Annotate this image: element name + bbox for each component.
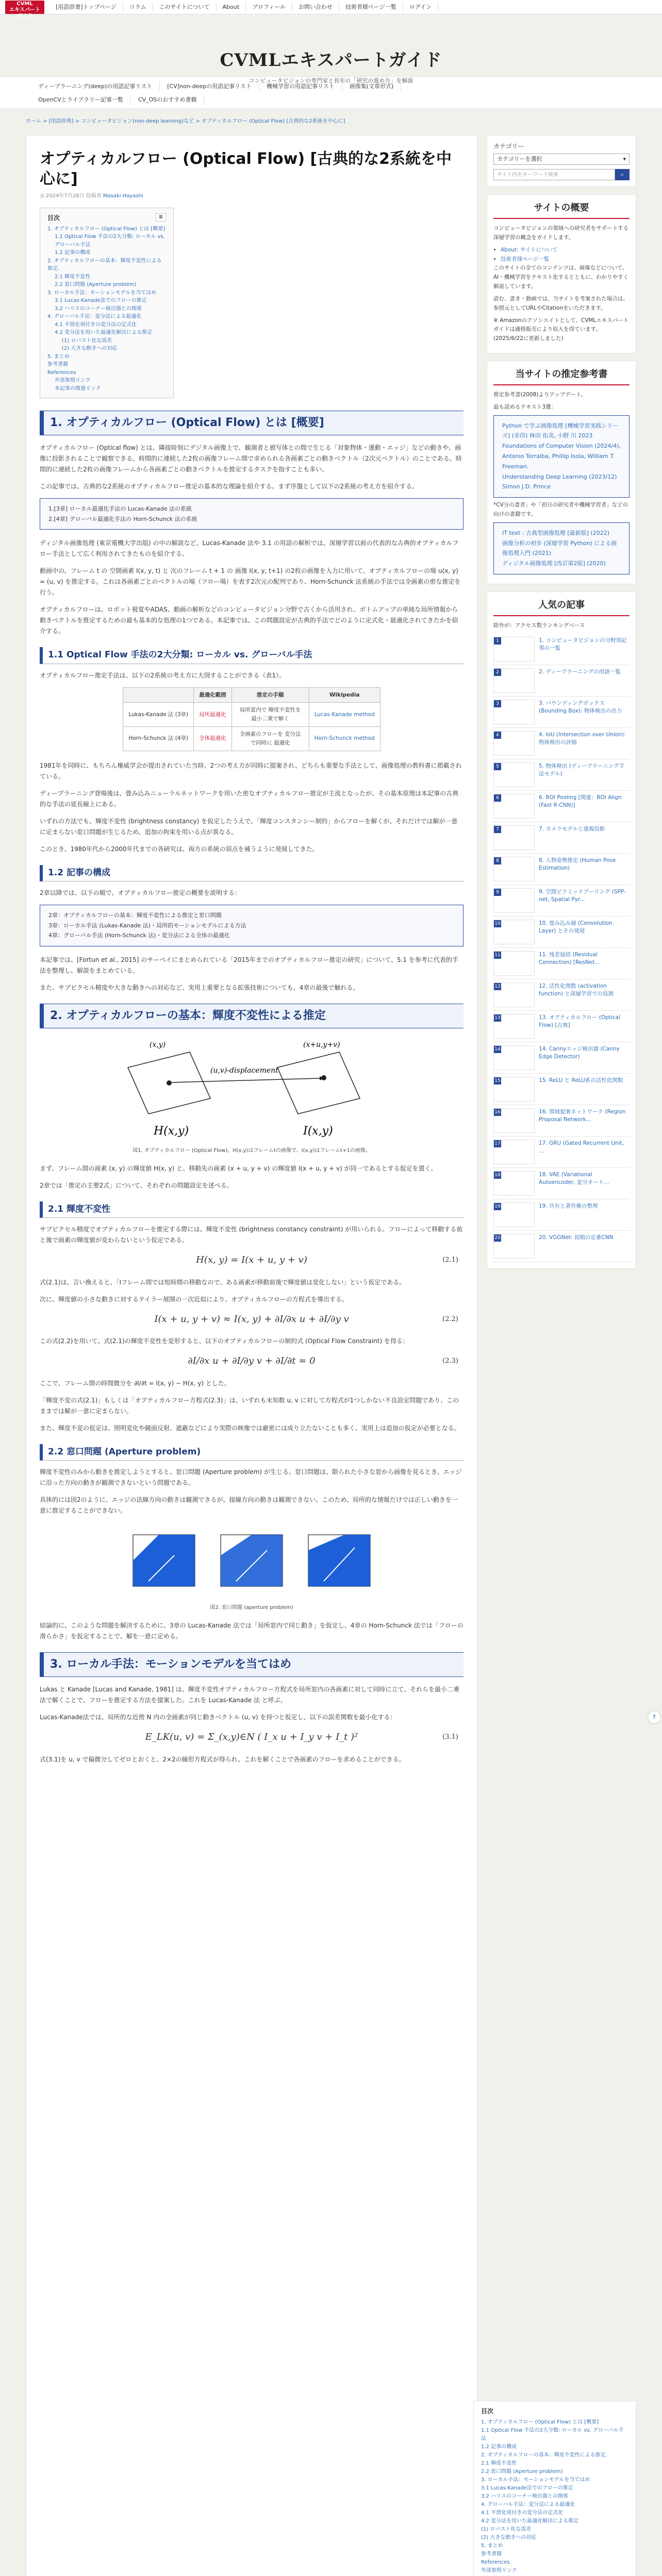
equation-number: (2.3) — [442, 1357, 458, 1365]
books-intro: 推定参考書(2008)よりアップデート。 — [493, 391, 587, 398]
popular-article-title[interactable]: 19. 共有と著作権の整理 — [539, 1202, 598, 1209]
toc-list — [47, 225, 166, 393]
rank-badge: 13 — [494, 1015, 501, 1021]
popular-list — [493, 634, 630, 1262]
chevron-down-icon: ▾ — [623, 156, 626, 163]
popular-article[interactable] — [493, 822, 630, 854]
top-nav — [49, 3, 438, 12]
category-select-value: カテゴリーを選択 — [497, 156, 542, 163]
thumbnail-image — [493, 794, 535, 819]
author-link[interactable]: Masaki Hayashi — [103, 193, 143, 199]
fig1-label-I: I(x,y) — [303, 1124, 333, 1138]
s2-paragraph-2: 2章では「推定の主要2式」について、それぞれの問題設定を述べる。 — [40, 1181, 233, 1189]
book-link[interactable]: 画像分析の初歩 (深層学習 Python) による画像処理入門 (2021) — [502, 539, 617, 557]
thumbnail-image — [493, 1108, 535, 1133]
s22-paragraph-1: 輝度不変性のみから動きを推定しようとすると、窓口問題 (Aperture problem) が生じる。窓口問題は、限られた小さな窓から画像を見るとき、エッジに沿った方向の動きが観測できないという問題である。 — [40, 1468, 462, 1487]
figure-1-caption: 図1. オプティカルフロー (Optical Flow)。H(x,y)はフレームtの画像で、I(x,y)はフレームt+1の画像。 — [133, 1147, 371, 1154]
toc-item[interactable]: 1. オプティカルフロー (Optical Flow) とは [概要] — [47, 226, 166, 232]
table-cell: 全画素のフローを 変分法で同時に 最適化 — [231, 726, 309, 751]
s21-paragraph-4: この式(2.2)を用いて、式(2.1)の輝度不変性を変形すると、以下のオプティカルフローの制約式 (Optical Flow Constraint) を得る： — [40, 1337, 409, 1345]
popular-article[interactable] — [493, 979, 630, 1011]
article-title: オプティカルフロー (Optical Flow) [古典的な2系統を中心に] — [40, 150, 452, 188]
table-header: 推定の手順 — [231, 687, 309, 703]
table-row — [123, 726, 380, 751]
about-text-3: 読む、書き・動画では、当サイトを考案された場合は、参照元としてURLやCitationをいただきます。 — [493, 295, 628, 311]
popular-article[interactable] — [493, 1011, 630, 1042]
about-text-1: コンピュータビジョンの領域への研究者をサポートする深層学習の概念をガイドします。 — [493, 225, 628, 241]
popular-article-title[interactable]: 8. 人物姿勢推定 (Human Pose Estimation) — [539, 857, 616, 871]
s3-paragraph-1: Lukas と Kanade [Lucas and Kanade, 1981] は、輝度不変性オプティカルフロー方程式を局所窓内の各画素に対して同時に立て、それらを最小二乗法で解くことで、フローを推定する方法を提案した。これを Lucas-Kanade 法 と呼ぶ。 — [40, 1685, 460, 1704]
toc-item[interactable]: 外部参照リンク — [481, 2568, 517, 2574]
top-nav-item[interactable]: プロフィール — [246, 3, 292, 12]
thumbnail-image — [493, 951, 535, 976]
s12-paragraph-2: 本記事では、[Fortun et al., 2015] のサーベイにまとめられている「2015年までのオプティカルフロー推定の研究」について、5.1 を参考に代表的手法を整理し、解説をまとめている。 — [40, 956, 458, 975]
popular-article[interactable] — [493, 697, 630, 728]
toc-item[interactable]: 2.2 窓口問題 (Aperture problem) — [55, 282, 137, 288]
thumbnail-image — [493, 982, 535, 1007]
popular-subtitle: 除外が：アクセス数ランキングベース — [493, 622, 585, 629]
optical-flow-diagram — [107, 1037, 396, 1140]
table-cell: 局所窓内で 輝度不変性を最小二乗で解く — [231, 703, 309, 727]
aperture-panel-1 — [133, 1535, 195, 1586]
toc-item[interactable]: 5. まとめ — [481, 2543, 503, 2549]
toc-item[interactable]: 4.1 平滑化項付きの変分法の定式化 — [481, 2510, 564, 2516]
article-main — [26, 135, 477, 2576]
popular-article[interactable] — [493, 791, 630, 822]
s21-paragraph-1: サブピクセル精度でオプティカルフローを推定する際には、輝度不変性 (brightness constancy constraint) が用いられる。フローによって移動する前と後で画素の輝度値が変わらないという仮定である。 — [40, 1225, 463, 1244]
toc-item[interactable]: 2.1 輝度不変性 — [481, 2461, 517, 2467]
toc-item[interactable]: 1.1 Optical Flow 手法の2大分類: ローカル vs. グローバル手法 — [481, 2428, 624, 2442]
s22-paragraph-3: 結論的に、このような問題を解決するために、3章の Lucas-Kanade 法では「局所窓内で同じ動き」を仮定し、4章の Horn-Schunck 法では「フローの滑らかさ」を仮定することで、解を一意に定める。 — [40, 1622, 464, 1640]
section-1-2-heading: 1.2 記事の構成 — [40, 865, 464, 882]
aperture-panel-2 — [221, 1535, 283, 1586]
category-nav-item[interactable]: [CV]non-deepの用語記事リスト — [160, 82, 259, 91]
rank-badge: 5 — [494, 763, 501, 770]
popular-article[interactable] — [493, 665, 630, 697]
table-row — [123, 703, 380, 727]
popular-article[interactable] — [493, 1231, 630, 1262]
toc-item[interactable]: 2. オプティカルフローの基本：輝度不変性による推定. — [47, 258, 162, 272]
author-prefix: 投稿者 — [86, 193, 102, 199]
toc-toggle-button[interactable]: ≡ — [156, 213, 166, 222]
popular-article[interactable] — [493, 1074, 630, 1105]
rank-badge: 7 — [494, 826, 501, 833]
top-nav-item[interactable]: お問い合わせ — [292, 3, 339, 12]
category-nav-item[interactable]: 機械学習の用語記事リスト — [259, 82, 342, 91]
popular-article[interactable] — [493, 1168, 630, 1199]
s11-paragraph-2: 1981年を同時に、もちろん権威学会が提出されていた当時、2つの考え方が同時に提案され、どちらも重要な手法として、画像処理の教科書に掲載されている。 — [40, 761, 462, 780]
popular-article-title[interactable]: 16. 領域提案ネットワーク (Region Proposal Network... — [539, 1108, 626, 1123]
thumbnail-image — [493, 1171, 535, 1196]
comparison-table — [123, 687, 380, 751]
rank-badge: 12 — [494, 984, 501, 989]
section-2-2-heading: 2.2 窓口問題 (Aperture problem) — [40, 1444, 464, 1461]
search-widget — [493, 169, 630, 180]
toc-item[interactable]: 参考書籍 — [481, 2551, 502, 2557]
toc-item[interactable]: 3.2 ハリスのコーナー検出器との関係 — [481, 2494, 568, 2500]
popular-article-title[interactable]: 13. オプティカルフロー (Optical Flow) [古典] — [539, 1014, 620, 1028]
toc-item[interactable]: References — [481, 2560, 510, 2566]
thumbnail-image — [493, 857, 535, 882]
popular-title: 人気の記事 — [493, 598, 630, 616]
book-link[interactable]: ディジタル画像処理 [改訂第2版] (2020) — [502, 560, 606, 567]
s11-paragraph-5: このとき、1980年代から2000年代までの各研究は、両方の系統の弱点を補うように発展してきた。 — [40, 845, 319, 853]
equation-number: (2.1) — [442, 1256, 458, 1264]
popular-article-title[interactable]: 2. ディープラーニングの用語一覧 — [539, 668, 621, 675]
site-tagline: コンピュータビジョンの専門家と長年の「研究の進め方」を解説 — [249, 77, 413, 84]
about-links — [493, 246, 630, 264]
equation-text: E_LK(u, v) = Σ_(x,y)∈N ( I_x u + I_y v + I_t )² — [145, 1731, 358, 1742]
thumbnail-image — [493, 762, 535, 787]
fig1-label-xuyv: (x+u,y+v) — [303, 1040, 340, 1049]
popular-article-title[interactable]: 12. 活性化関数 (activation function) と深層学習での役割 — [539, 982, 614, 997]
thumbnail-image — [493, 1140, 535, 1164]
breadcrumb[interactable]: ホーム > [用語辞典] > コンピュータビジョン(non-deep learning)など > オプティカルフロー (Optical Flow) [古典的な2系統を中心に] — [26, 118, 345, 124]
toc-item[interactable]: References — [47, 369, 76, 376]
thumbnail-image — [493, 731, 535, 756]
top-nav-item[interactable]: コラム — [123, 3, 153, 12]
rank-badge: 10 — [494, 921, 501, 926]
about-link[interactable]: 技術者様ページ一覧 — [501, 256, 550, 262]
popular-article-title[interactable]: 6. ROI Pooling [関連：ROI Align (Fast R-CNN)] — [539, 794, 622, 808]
toc-item[interactable]: 4.2 変分法を用いた最適化解決による推定 — [481, 2518, 579, 2524]
popular-article[interactable] — [493, 885, 630, 917]
s1-paragraph-1: オプティカルフロー (Optical flow) とは、隣接時刻にデジタル画像上で、観測者と被写体との間で生じる「対象物体・運動・エッジ」などの動きや、画像に投影されることで観察できる、時間的に連続した2枚の画像フレーム間で求められる各画素ごとの動きベクトル（2次元ベクトル）のことである。時間的に連続した2枚の画像フレームから各画素ごとの動きベクトルを推定するタスクを指すことも多い。 — [40, 444, 462, 473]
about-title: サイトの概要 — [493, 201, 630, 219]
about-text-4: ※ Amazonのアソシエイトとして、CVMLエキスパートガイドは適格販売により収入を得ています。(2025/6/22に更新しました) — [493, 317, 629, 342]
s3-paragraph-2: Lucas-Kanade法では、局所的な近傍 N 内の全画素が同じ動きベクトル (u, v) を持つと仮定し、以下の誤差関数を最小化する： — [40, 1713, 396, 1721]
s11-paragraph-4: いずれの方法でも、輝度不変性 (brightness constancy) を仮定したうえで、「輝度コンスタンシー制約」からフローを解くが、それだけでは解が一意に定まらない窓口問題が生じるため、追加の拘束を用いる点が異なる。 — [40, 817, 458, 836]
search-input[interactable]: サイト内をキーワード検索 — [493, 169, 615, 180]
toc-item[interactable]: 3.1 Lucas-Kanade法でのフローの推定 — [55, 298, 147, 304]
s1-box-item: 2.[4章] グローバル最適化手法の Horn-Schunck 法の系統 — [48, 515, 197, 522]
rank-badge: 19 — [494, 1204, 501, 1209]
floating-toc — [473, 2401, 636, 2576]
s12-outline-box — [40, 905, 464, 946]
site-logo[interactable]: CVML エキスパート ガイド — [5, 1, 44, 14]
books-widget — [487, 361, 636, 584]
s1-paragraph-3: ディジタル画像処理 (東京電機大学出版) の中の解説など、Lucas-Kanade 法や 3.1 の用語の解析では、深層学習以前の代表的な古典的オプティカルフロー手法として広く利用されてきたものを紹介する。 — [40, 539, 459, 558]
popular-article[interactable] — [493, 1105, 630, 1137]
thumbnail-image — [493, 700, 535, 724]
toc-item[interactable]: (1) ロバスト化な誤差 — [481, 2527, 532, 2533]
category-nav-item[interactable]: 画像集(文章形式) — [342, 82, 402, 91]
rank-badge: 15 — [494, 1078, 501, 1083]
figure-2-caption: 図2. 窓口問題 (aperture problem) — [210, 1605, 293, 1611]
top-nav-item[interactable]: 技術者様ページ一覧 — [339, 3, 403, 12]
thumbnail-image — [493, 668, 535, 693]
top-nav-item[interactable]: [用語辞書]トップページ — [49, 3, 123, 12]
rank-badge: 1 — [494, 637, 501, 645]
figure-2 — [40, 1524, 464, 1612]
equation-2-1 — [40, 1253, 464, 1268]
s1-paragraph-4: 動画中の、フレーム t の 空間画素 I(x, y, t) と 次のフレーム t + 1 の 画像 I(x, y, t+1) の2枚の画像を入力に用いて、オプティカルフローの場 u(x, y) = (u, v) を推定する。これは各画素ごとのベクトルの場（フロー場）を表す2次元の配列であり、Horn-Schunck 法系統の手法では全画素の密な推定を行う。 — [40, 567, 461, 597]
popular-article-title[interactable]: 4. IoU (Intersection over Union): 物体検出の評価 — [539, 731, 626, 745]
popular-article[interactable] — [493, 948, 630, 979]
books-box-2 — [493, 522, 630, 574]
s1-paragraph-2: この記事では、古典的な2系統のオプティカルフロー推定の基本的な理論を紹介する。まず序盤として以下の2系統の考え方を紹介する。 — [40, 482, 418, 490]
toc-item[interactable]: (1) ロバスト化な誤差 — [62, 337, 112, 344]
s22-paragraph-2: 具体的には図2のように、エッジの法線方向の動きは観測できるが、接線方向の動きは観測できない。このため、局所的な情報だけでは正しい動きを一意に推定することができない。 — [40, 1496, 458, 1515]
toc-item[interactable]: 4.2 変分法を用いた最適化解決による推定 — [55, 330, 153, 336]
popular-article[interactable] — [493, 759, 630, 791]
s11-paragraph-3: ディープラーニング登場後は、畳み込みニューラルネットワークを用いた密なオプティカルフロー推定が主流となったが、その基本原理は本記事の古典的な手法の延長線上にある。 — [40, 789, 459, 808]
s21-paragraph-6: 「輝度不変の式(2.1)」もしくは「オプティカルフロー方程式(2.3)」は、いずれも未知数 u, v に対して方程式が1つしかない不良設定問題であり、このままでは解が一意に定まらない。 — [40, 1397, 459, 1415]
toc-item[interactable]: 1.2 記事の構成 — [481, 2444, 517, 2450]
site-header — [0, 14, 662, 84]
popular-article-title[interactable]: 10. 畳み込み層 (Convolution Layer) とその発展 — [539, 920, 613, 934]
s3-paragraph-3: 式(3.1)を u, v で偏微分してゼロとおくと、2×2の線形方程式が得られ、これを解くことで各画素のフローを求めることができる。 — [40, 1755, 405, 1763]
book-link[interactable]: Python で学ぶ画像処理 [機械学習実践シリーズ] (赤印) 林田 佑美, 小野 川 2023 — [502, 422, 619, 439]
section-1-1-heading: 1.1 Optical Flow 手法の2大分類: ローカル vs. グローバル手法 — [40, 647, 464, 664]
table-header: 最適化範囲 — [194, 687, 232, 703]
books-intro-2: 最も読めるテキスト3選： — [493, 403, 556, 410]
table-header: Wikipedia — [309, 687, 380, 703]
book-link[interactable]: Foundations of Computer Vision (2024/4), Antonio Torralba, Phillip Isola, William T. Freeman. — [502, 443, 621, 470]
site-title[interactable]: CVMLエキスパートガイド — [220, 50, 442, 71]
equation-text: ∂I/∂x u + ∂I/∂y v + ∂I/∂t = 0 — [188, 1355, 316, 1367]
s21-paragraph-5: ここで、フレーム間の時間微分を ∂I/∂t = I(x, y) − H(x, y) とした。 — [40, 1380, 230, 1387]
rank-badge: 17 — [494, 1141, 501, 1146]
thumbnail-image — [493, 1234, 535, 1259]
popular-article-title[interactable]: 1. コンピュータビジョンの分野別記事の一覧 — [539, 637, 627, 651]
popular-article-title[interactable]: 14. Cannyエッジ検出器 (Canny Edge Detector) — [539, 1045, 620, 1060]
rank-badge: 14 — [494, 1046, 501, 1052]
category-select[interactable] — [493, 154, 630, 165]
popular-article-title[interactable]: 9. 空間ピラミッドプーリング (SPP-net, Spatial Pyr... — [539, 888, 626, 903]
s1-paragraph-5: オプティカルフローは、ロボット視覚やADAS、動画の解析などのコンピュータビジョン分野で古くから活用され、ボトムアップの単純な局所情報から動きベクトルを推定するための最も基本的な処理の1つである。本記事では、この問題設定が古典的手法でどのように定式化・最適化されてきたかを紹介する。 — [40, 606, 458, 635]
toc-title: 目次 — [47, 214, 60, 222]
scroll-top-button[interactable]: ↑ — [648, 1710, 661, 1724]
toc-item[interactable]: 2. オプティカルフローの基本：輝度不変性による推定. — [481, 2452, 607, 2459]
frame-t1-plane — [277, 1052, 360, 1114]
article-meta — [40, 192, 464, 200]
popular-article[interactable] — [493, 917, 630, 948]
figure-1 — [40, 1037, 464, 1155]
section-3-heading: 3. ローカル手法：モーションモデルを当てはめ — [40, 1652, 464, 1677]
toc-item[interactable]: 本記事の関連リンク — [55, 385, 101, 392]
popular-widget — [487, 591, 636, 1269]
top-nav-item[interactable]: このサイトについて — [153, 3, 216, 12]
toc-item[interactable]: 1.2 記事の構成 — [55, 250, 91, 256]
fig1-label-H: H(x,y) — [154, 1124, 189, 1138]
rank-badge: 2 — [494, 669, 501, 676]
toc-item[interactable]: 外部参照リンク — [55, 378, 91, 384]
toc-item[interactable]: 5. まとめ — [47, 353, 70, 360]
about-widget — [487, 194, 636, 353]
category-nav-item[interactable]: ディープラーニング(deep)の用語記事リスト — [31, 82, 160, 91]
toc-item[interactable]: 3.2 ハリスのコーナー検出器との関係 — [55, 306, 142, 312]
popular-article[interactable] — [493, 1137, 630, 1168]
thumbnail-image — [493, 637, 535, 662]
aperture-problem-diagram — [118, 1524, 386, 1597]
calendar-icon: ◷ — [40, 193, 44, 199]
thumbnail-image — [493, 920, 535, 944]
thumbnail-image — [493, 825, 535, 850]
equation-3-1 — [40, 1730, 464, 1745]
books-title: 当サイトの推定参考書 — [493, 367, 630, 385]
s12-box-item: 2章：オプティカルフローの基本：輝度不変性による推定と窓口問題 — [48, 911, 222, 919]
s1-box-item: 1.[3章] ローカル最適化手法の Lucas-Kanade 法の系統 — [48, 505, 192, 512]
search-button[interactable] — [615, 169, 630, 180]
toc-item[interactable]: 3.1 Lucas-Kanade法でのフローの推定 — [481, 2485, 573, 2492]
wiki-link[interactable]: Horn-Schunck method — [309, 726, 380, 751]
category-nav-item[interactable]: CV_OSのおすすめ書籍 — [131, 95, 204, 105]
book-link[interactable]: IT text : 古典型画像処理 [最新版] (2022) — [502, 529, 610, 536]
toc-item[interactable]: 4.1 平滑化項付きの変分法の定式化 — [55, 321, 137, 328]
popular-article[interactable] — [493, 854, 630, 885]
rank-badge: 11 — [494, 952, 501, 958]
equation-text: H(x, y) = I(x + u, y + v) — [196, 1254, 307, 1265]
fig1-label-uv: (u,v)-displacement — [210, 1066, 278, 1075]
toc-item[interactable]: (2) 大きな動きへの対応 — [62, 346, 118, 352]
category-nav-item[interactable]: OpenCVとライブラリー記事一覧 — [31, 95, 131, 105]
table-of-contents — [40, 208, 174, 398]
equation-number: (3.1) — [442, 1733, 458, 1741]
popular-article-title[interactable]: 11. 残差接続 (Residual Connection) [ResNet... — [539, 951, 600, 965]
s12-box-item: 4章：グローバル手法 (Horn-Schunck 法)・変分法による全体の最適化 — [48, 932, 230, 939]
article-date: 2024年7月28日 — [45, 193, 85, 199]
thumbnail-image — [493, 1014, 535, 1039]
book-link[interactable]: Understanding Deep Learning (2023/12) Simon J.D. Prince — [502, 473, 617, 490]
section-2-1-heading: 2.1 輝度不変性 — [40, 1201, 464, 1218]
aperture-panel-3 — [308, 1535, 370, 1586]
search-icon: ⌕ — [620, 171, 624, 178]
table-cell: Horn-Schunck 法 (4章) — [123, 726, 194, 751]
s12-paragraph-1: 2章以降では、以下の順で、オプティカルフロー推定の概要を説明する： — [40, 889, 241, 896]
table-cell: 全体最適化 — [194, 726, 232, 751]
toc-item[interactable]: 1. オプティカルフロー (Optical Flow) とは [概要] — [481, 2419, 599, 2426]
s21-paragraph-3: 次に、輝度値の小さな動きに対するテイラー展開の一次近似により、オプティカルフローの方程式を導出する。 — [40, 1295, 348, 1303]
toc-item[interactable]: (2) 大きな動きへの対応 — [481, 2535, 537, 2541]
section-2-heading: 2. オプティカルフローの基本：輝度不変性による推定 — [40, 1004, 464, 1028]
fig1-label-xy: (x,y) — [150, 1040, 166, 1049]
toc-item[interactable]: 3. ローカル手法：モーションモデルを当てはめ — [47, 290, 157, 296]
s21-paragraph-7: また、輝度不変の仮定は、照明変化や鏡面反射、遮蔽などにより実際の映像では厳密には成り立たないことも多く、実用上は追加の仮定が必要となる。 — [40, 1425, 460, 1432]
thumbnail-image — [493, 888, 535, 913]
floating-toc-title: 目次 — [481, 2408, 494, 2415]
s11-paragraph-1: オプティカルフロー推定手法は、以下の2系統の考え方に大別することができる（表1）。 — [40, 671, 285, 679]
popular-article-title[interactable]: 3. バウンディングボックス (Bounding Box): 物体検出の出力 — [539, 700, 622, 714]
about-link[interactable]: About: サイトについて — [501, 246, 558, 253]
popular-article[interactable] — [493, 1042, 630, 1074]
top-bar — [0, 0, 662, 19]
rank-badge: 6 — [494, 794, 501, 802]
popular-article[interactable] — [493, 728, 630, 759]
category-widget — [487, 135, 636, 187]
toc-item[interactable]: 3. ローカル手法：モーションモデルを当てはめ — [481, 2477, 590, 2483]
toc-item[interactable]: 参考書籍 — [47, 362, 68, 368]
toc-item[interactable]: 4. グローバル手法：変分法による最適化 — [47, 314, 142, 320]
section-1-heading: 1. オプティカルフロー (Optical Flow) とは [概要] — [40, 411, 464, 435]
floating-toc-list — [481, 2418, 628, 2576]
rank-badge: 3 — [494, 700, 501, 707]
top-nav-item[interactable]: About — [217, 3, 246, 12]
books-note: *CV分の書者」や「初日の研究者や機械学習者」などの向けの書籍です。 — [493, 502, 628, 518]
s21-paragraph-2: 式(2.1)は、言い換えると、「Iフレーム間では短時間の移動なので、ある画素が移動前後で輝度値は変化しない」という仮定である。 — [40, 1278, 406, 1286]
toc-item[interactable]: 4. グローバル手法：変分法による最適化 — [481, 2502, 575, 2508]
equation-text: I(x + u, y + v) ≈ I(x, y) + ∂I/∂x u + ∂I/∂y v — [154, 1313, 349, 1325]
toc-item[interactable]: 1.1 Optical Flow 手法の2大分類: ローカル vs. グローバル手法 — [55, 234, 165, 248]
books-box — [493, 415, 630, 498]
rank-badge: 8 — [494, 857, 501, 865]
popular-article[interactable] — [493, 1199, 630, 1231]
popular-article-title[interactable]: 7. カメラモデルと透視投影 — [539, 825, 605, 832]
s2-paragraph-1: まず、フレーム間の画素 (x, y) の輝度値 H(x, y) と、移動先の画素 (x + u, y + v) の輝度値 I(x + u, y + v) が同一であるとする仮定を置く。 — [40, 1164, 437, 1172]
s12-box-item: 3章：ローカル手法 (Lukas-Kanade 法)・局所的モーションモデルによる方法 — [48, 922, 246, 929]
table-cell: 局所最適化 — [194, 703, 232, 727]
toc-item[interactable]: 2.1 輝度不変性 — [55, 274, 91, 280]
popular-article-title[interactable]: 17. GRU (Gated Recurrent Unit, ... — [539, 1140, 624, 1154]
rank-badge: 4 — [494, 732, 501, 739]
category-nav-row-2 — [31, 93, 631, 107]
equation-2-2 — [40, 1312, 464, 1327]
table-cell: Lukas-Kanade 法 (3章) — [123, 703, 194, 727]
thumbnail-image — [493, 1202, 535, 1227]
popular-article-title[interactable]: 18. VAE (Variational Autoencoder, 変分オート... — [539, 1171, 609, 1185]
category-label: カテゴリー — [493, 143, 524, 150]
table-header — [123, 687, 194, 703]
category-nav-row-1 — [31, 80, 631, 93]
s12-paragraph-3: また、サブピクセル精度や大きな動きへの対応など、実用上重要となる拡張技術についても、4章の最後で触れる。 — [40, 984, 359, 992]
rank-badge: 9 — [494, 889, 501, 896]
popular-article-title[interactable]: 5. 物体検出 (ディープラーニング手法モデル) — [539, 762, 625, 777]
top-nav-item[interactable]: ログイン — [403, 3, 438, 12]
rank-badge: 18 — [494, 1172, 501, 1178]
popular-article-title[interactable]: 20. VGGNet: 初期の定番CNN — [539, 1234, 614, 1241]
rank-badge: 20 — [494, 1235, 501, 1241]
thumbnail-image — [493, 1077, 535, 1101]
rank-badge: 16 — [494, 1109, 501, 1115]
popular-article[interactable] — [493, 634, 630, 665]
equation-number: (2.2) — [442, 1315, 458, 1323]
popular-article-title[interactable]: 15. ReLU と ReLU系の活性化関数 — [539, 1077, 623, 1083]
wiki-link[interactable]: Lucas-Kanade method — [309, 703, 380, 727]
equation-2-3 — [40, 1354, 464, 1369]
thumbnail-image — [493, 1045, 535, 1070]
s1-summary-box — [40, 498, 464, 530]
pixel-point — [167, 1080, 172, 1086]
toc-item[interactable]: 2.2 窓口問題 (Aperture problem) — [481, 2469, 563, 2475]
about-text-2: このサイトの全てのコンテンツは、画像などについて、AI・機械学習をテキスト化するとともに、わかりやすく解説しています。 — [493, 265, 629, 290]
sidebar — [487, 135, 636, 2576]
displacement-arrow — [172, 1078, 320, 1082]
